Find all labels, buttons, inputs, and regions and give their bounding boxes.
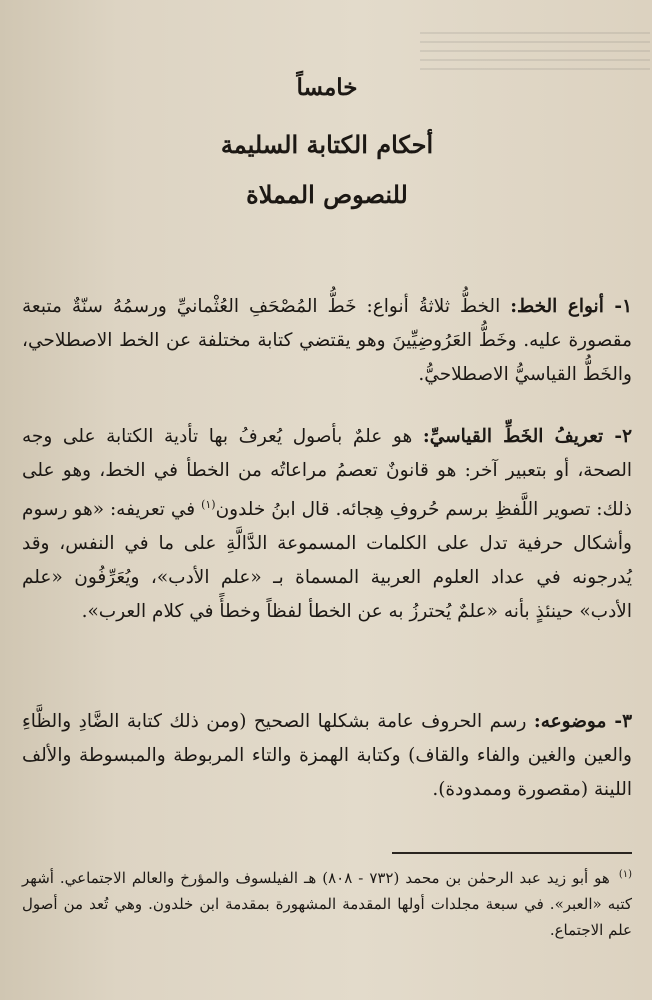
paragraph-label: ١- أنواع الخط:: [510, 296, 632, 317]
footnote-reference[interactable]: (١): [201, 498, 216, 511]
page-title: أحكام الكتابة السليمة: [220, 130, 434, 159]
paragraph-definition: [22, 420, 632, 629]
paragraph-text: رسم الحروف عامة بشكلها الصحيح (ومن ذلك كتابة الضَّادِ والظَّاءِ والعين والغين والفاء والقاف) وكتابة الهمزة والتاء المربوطة والمبسوطة والألف اللينة (مقصورة وممدودة).: [22, 711, 632, 800]
footnote-number: (١): [618, 869, 632, 880]
paragraph-text-continued: في تعريفه: «هو رسوم وأشكال حرفية تدل على الكلمات المسموعة الدَّالَّةِ على ما في النفس، وقد يُدرجونه في عداد العلوم العربية المسماة بـ «علم الأدب»، ويُعَرِّفُون «علم الأدب» حينئذٍ بأنه «علمٌ يُحترزُ به عن الخطأ لفظاً وخطأً في كلام العرب».: [22, 499, 632, 623]
footnote: [22, 862, 632, 943]
paragraph-label: ٣- موضوعه:: [533, 711, 633, 732]
paragraph-types-of-script: [22, 290, 632, 392]
page-subtitle: للنصوص المملاة: [246, 180, 408, 209]
paragraph-text: الخطُّ ثلاثةُ أنواع: خَطُّ المُصْحَفِ العُثْمانيِّ ورسمُهُ سنّةٌ متبعة مقصورة عليه. وخَطُّ العَرُوضِيِّينَ وهو يقتضي كتابة مختلفة عن الخط الاصطلاحي، والخَطُّ القياسيُّ الاصطلاحيُّ.: [22, 296, 632, 385]
paragraph-subject: [22, 705, 632, 807]
paragraph-text: هو علمٌ بأصول يُعرفُ بها تأدية الكتابة على وجه الصحة، أو بتعبير آخر: هو قانونٌ تعصمُ مراعاتُه من الخطأ في الخط، وهو على ذلك: تصوير اللَّفظِ برسم حُروفِ هِجائه. قال ابنُ خلدون: [22, 426, 632, 521]
footnote-text: هو أبو زيد عبد الرحمٰن بن محمد (٧٣٢ - ٨٠٨) هـ الفيلسوف والمؤرخ والعالم الاجتماعي. أشهر كتبه «العبر». في سبعة مجلدات أولها المقدمة المشهورة بمقدمة ابن خلدون. وهي تُعد من أصول علم الاجتماع.: [22, 869, 632, 939]
section-number-heading: خامساً: [296, 74, 358, 101]
footnote-divider: [392, 852, 632, 854]
paragraph-label: ٢- تعريفُ الخَطِّ القياسيِّ:: [422, 426, 632, 447]
bleed-through-text: [420, 30, 650, 70]
